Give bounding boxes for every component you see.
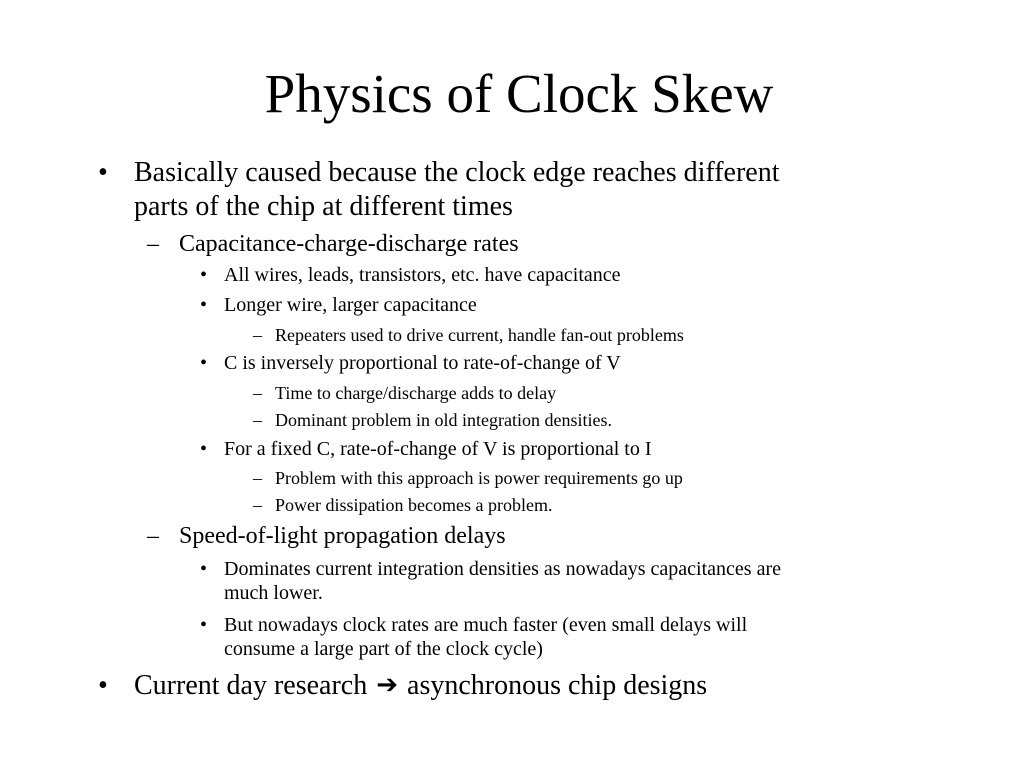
bullet-dash-icon: – (253, 468, 262, 488)
bullet-item-level3 (200, 613, 748, 661)
bullet-item-level4 (253, 409, 612, 431)
bullet-text: Capacitance-charge-discharge rates (179, 231, 519, 257)
bullet-dot-icon: • (200, 558, 208, 580)
bullet-item-level3 (200, 437, 652, 461)
bullet-text: Problem with this approach is power requirements go up (275, 468, 683, 488)
bullet-dash-icon: – (147, 231, 159, 257)
bullet-text-before-arrow: Current day research (134, 670, 368, 701)
bullet-item-level4 (253, 382, 557, 404)
bullet-text: For a fixed C, rate-of-change of V is proportional to I (224, 438, 652, 460)
bullet-item-level3 (200, 293, 477, 317)
bullet-item-level4 (253, 467, 683, 489)
bullet-text: Repeaters used to drive current, handle fan-out problems (275, 325, 684, 345)
bullet-item-level2 (147, 230, 519, 258)
bullet-dot-icon: • (200, 438, 208, 460)
bullet-text: Dominant problem in old integration densities. (275, 410, 612, 430)
bullet-dot-icon: • (98, 670, 108, 701)
bullet-text: Longer wire, larger capacitance (224, 294, 477, 316)
bullet-dot-icon: • (98, 157, 108, 188)
bullet-dot-icon: • (200, 264, 208, 286)
slide-title: Physics of Clock Skew (264, 63, 774, 124)
bullet-text-line2: consume a large part of the clock cycle) (224, 638, 543, 660)
bullet-text-line2: much lower. (224, 582, 323, 604)
bullet-text-after-arrow: asynchronous chip designs (407, 670, 708, 701)
bullet-text-line1: Basically caused because the clock edge reaches different (134, 157, 780, 188)
bullet-text: Speed-of-light propagation delays (179, 523, 506, 549)
bullet-text-line1: But nowadays clock rates are much faster (even small delays will (224, 614, 748, 636)
bullet-item-level3 (200, 263, 621, 287)
bullet-dash-icon: – (253, 325, 262, 345)
bullet-item-level3 (200, 557, 782, 605)
bullet-item-level3 (200, 351, 621, 375)
bullet-dash-icon: – (253, 410, 262, 430)
bullet-dot-icon: • (200, 352, 208, 374)
bullet-text-line1: Dominates current integration densities as nowadays capacitances are (224, 558, 782, 580)
bullet-dot-icon: • (200, 294, 208, 316)
bullet-item-level2 (147, 522, 506, 550)
bullet-item-level4 (253, 324, 684, 346)
bullet-dash-icon: – (253, 383, 262, 403)
bullet-item-level1 (98, 156, 780, 224)
bullet-item-level4 (253, 494, 553, 516)
bullet-text-line2: parts of the chip at different times (134, 191, 513, 222)
right-arrow-icon: ➔ (376, 670, 399, 700)
bullet-text: All wires, leads, transistors, etc. have capacitance (224, 264, 621, 286)
bullet-text: Power dissipation becomes a problem. (275, 495, 553, 515)
bullet-dash-icon: – (147, 523, 159, 549)
bullet-text: Time to charge/discharge adds to delay (275, 383, 557, 403)
bullet-dot-icon: • (200, 614, 208, 636)
bullet-text: C is inversely proportional to rate-of-change of V (224, 352, 621, 374)
bullet-dash-icon: – (253, 495, 262, 515)
bullet-item-level1 (98, 669, 708, 703)
